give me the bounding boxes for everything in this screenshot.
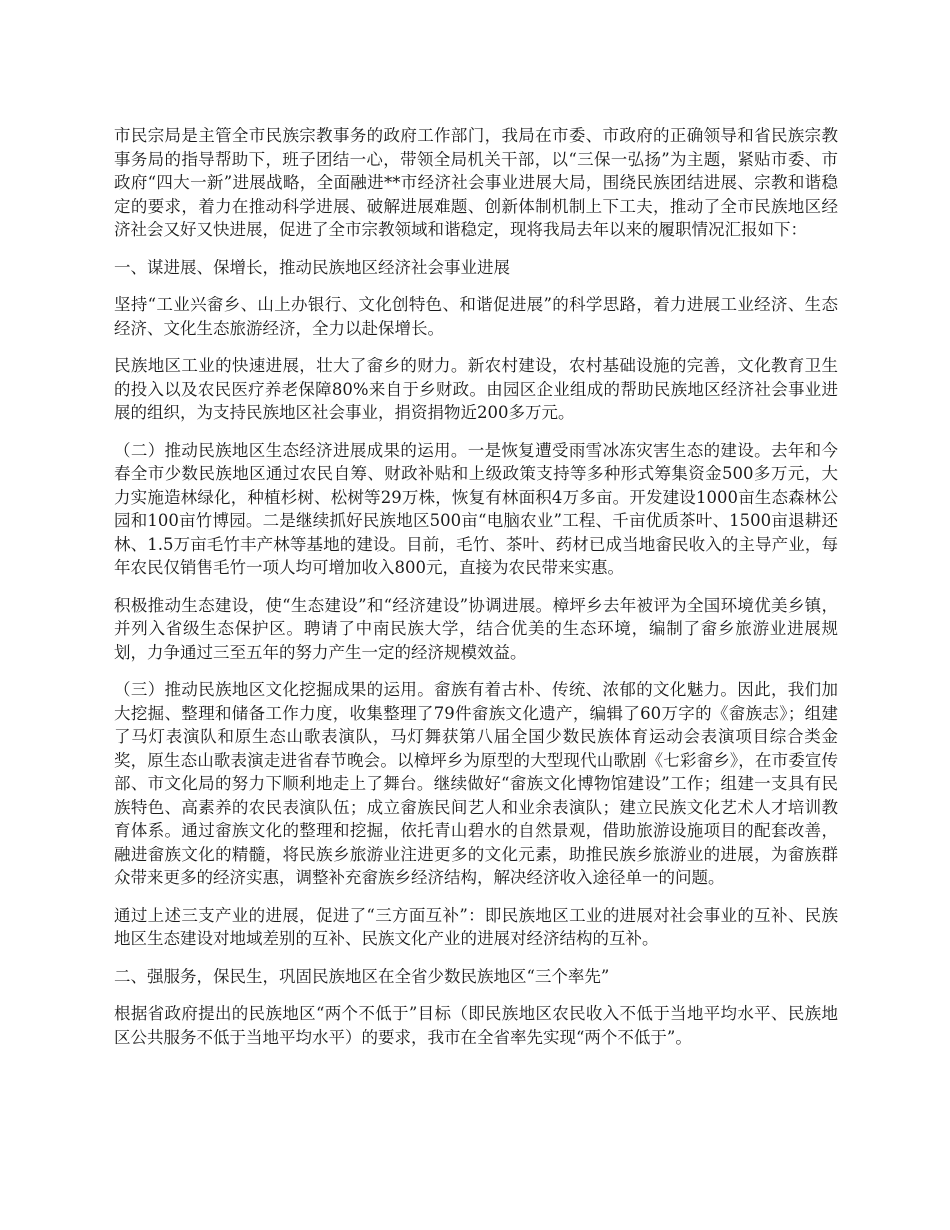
intro-paragraph: 市民宗局是主管全市民族宗教事务的政府工作部门，我局在市委、市政府的正确领导和省民族宗教事务局的指导帮助下，班子团结一心，带领全局机关干部，以“三保一弘扬”为主题，紧贴市委、市政府“四大一新”进展战略，全面融进**市经济社会事业进展大局，围绕民族团结进展、宗教和谐稳定的要求，着力在推动科学进展、破解进展难题、创新体制机制上下工夫，推动了全市民族地区经济社会又好又快进展，促进了全市宗教领域和谐稳定，现将我局去年以来的履职情况汇报如下：	[114, 126, 838, 239]
paragraph-eco-construction: 积极推动生态建设，使“生态建设”和“经济建设”协调进展。樟坪乡去年被评为全国环境优美乡镇，并列入省级生态保护区。聘请了中南民族大学，结合优美的生态环境，编制了畲乡旅游业进展规划，力争通过三至五年的努力产生一定的经济规模效益。	[114, 595, 838, 662]
paragraph-culture: （三）推动民族地区文化挖掘成果的运用。畲族有着古朴、传统、浓郁的文化魅力。因此，我们加大挖掘、整理和储备工作力度，收集整理了79件畲族文化遗产，编辑了60万字的《畲族志》；组建了马灯表演队和原生态山歌表演队，马灯舞获第八届全国少数民族体育运动会表演项目综合类金奖，原生态山歌表演走进省春节晚会。以樟坪乡为原型的大型现代山歌剧《七彩畲乡》，在市委宣传部、市文化局的努力下顺利地走上了舞台。继续做好“畲族文化博物馆建设”工作；组建一支具有民族特色、高素养的农民表演队伍；成立畲族民间艺人和业余表演队；建立民族文化艺术人才培训教育体系。通过畲族文化的整理和挖掘，依托青山碧水的自然景观，借助旅游设施项目的配套改善，融进畲族文化的精髓，将民族乡旅游业注进更多的文化元素，助推民族乡旅游业的进展，为畲族群众带来更多的经济实惠，调整补充畲族乡经济结构，解决经济收入途径单一的问题。	[114, 680, 838, 887]
paragraph-complement: 通过上述三支产业的进展，促进了“三方面互补”：即民族地区工业的进展对社会事业的互补、民族地区生态建设对地域差别的互补、民族文化产业的进展对经济结构的互补。	[114, 905, 838, 948]
section-heading-2: 二、强服务，保民生，巩固民族地区在全省少数民族地区“三个率先”	[114, 966, 610, 986]
paragraph-strategy: 坚持“工业兴畲乡、山上办银行、文化创特色、和谐促进展”的科学思路，着力进展工业经济、生态经济、文化生态旅游经济，全力以赴保增长。	[114, 295, 838, 338]
section-heading-1: 一、谋进展、保增长，推动民族地区经济社会事业进展	[114, 257, 510, 277]
paragraph-industry: 民族地区工业的快速进展，壮大了畲乡的财力。新农村建设，农村基础设施的完善，文化教育卫生的投入以及农民医疗养老保障80%来自于乡财政。由园区企业组成的帮助民族地区经济社会事业进展的组织，为支持民族地区社会事业，捐资捐物近200多万元。	[114, 356, 838, 422]
document-body	[114, 124, 838, 1063]
paragraph-ecology: （二）推动民族地区生态经济进展成果的运用。一是恢复遭受雨雪冰冻灾害生态的建设。去年和今春全市少数民族地区通过农民自筹、财政补贴和上级政策支持等多种形式筹集资金500多万元，大力实施造林绿化，种植杉树、松树等29万株，恢复有林面积4万多亩。开发建设1000亩生态森林公园和100亩竹博园。二是继续抓好民族地区500亩“电脑农业”工程、千亩优质茶叶、1500亩退耕还林、1.5万亩毛竹丰产林等基地的建设。目前，毛竹、茶叶、药材已成当地畲民收入的主导产业，每年农民仅销售毛竹一项人均可增加收入800元，直接为农民带来实惠。	[114, 440, 838, 577]
paragraph-two-not-lower: 根据省政府提出的民族地区“两个不低于”目标（即民族地区农民收入不低于当地平均水平、民族地区公共服务不低于当地平均水平）的要求，我市在全省率先实现“两个不低于”。	[114, 1004, 838, 1047]
